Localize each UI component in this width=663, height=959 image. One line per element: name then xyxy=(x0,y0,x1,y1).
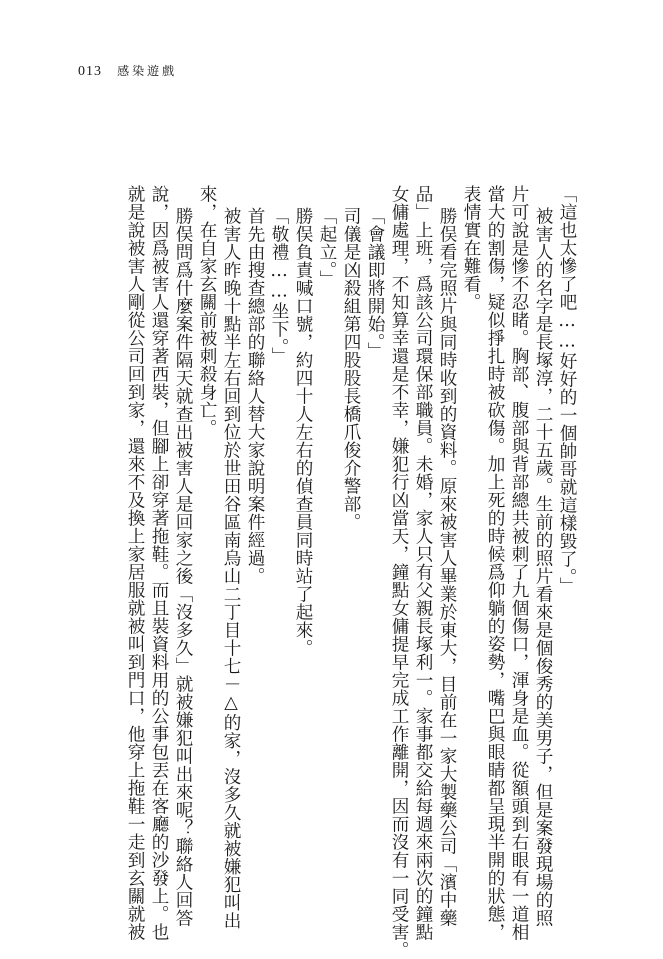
text-column: 女傭處理，不知算幸還是不幸，嫌犯行凶當天，鐘點女傭提早完成工作離開，因而沒有一同受害。 xyxy=(389,185,409,959)
text-column: 就是說被害人剛從公司回到家，還來不及換上家居服就被叫到門口，他穿上拖鞋一走到玄關就被 xyxy=(125,185,145,941)
text-column: 勝俣負責喊口號，約四十人左右的偵查員同時站了起來。 xyxy=(293,207,313,657)
text-column: 勝俣問爲什麼案件隔天就查出被害人是回家之後「沒多久」就被嫌犯叫出來呢？聯絡人回答 xyxy=(173,207,193,927)
text-column: 「這也太慘了吧……好好的一個帥哥就這樣毀了。」 xyxy=(557,185,577,595)
text-column: 片可說是慘不忍睹。胸部、腹部與背部總共被刺了九個傷口，渾身是血。從額頭到右眼有一道相 xyxy=(509,185,529,941)
text-column: 首先由搜查總部的聯絡人替大家說明案件經過。 xyxy=(245,207,265,585)
text-column: 品」上班，爲該公司環保部職員。未婚，家人只有父親長塚利一。家事都交給每週來兩次的鐘點 xyxy=(413,185,433,941)
book-title: 感染遊戲 xyxy=(117,64,178,78)
text-column: 說，因爲被害人還穿著西裝，但腳上卻穿著拖鞋。而且裝資料用的公事包丟在客廳的沙發上。也 xyxy=(149,185,169,941)
text-column: 來，在自家玄關前被刺殺身亡。 xyxy=(197,185,217,437)
text-column: 司儀是凶殺組第四股股長橋爪俊介警部。 xyxy=(341,207,361,531)
text-column: 被害人的名字是長塚淳，二十五歲。生前的照片看來是個俊秀的美男子，但是案發現場的照 xyxy=(533,207,553,927)
text-column: 「起立。」 xyxy=(317,207,337,289)
page-number: 013 xyxy=(78,64,102,79)
text-column: 「會議即將開始。」 xyxy=(365,207,385,361)
text-column: 當大的割傷，疑似掙扎時被砍傷。加上死的時候爲仰躺的姿勢，嘴巴與眼睛都呈現半開的狀態， xyxy=(485,185,505,941)
text-column: 「敬禮……坐下。」 xyxy=(269,207,289,365)
text-column: 被害人昨晚十點半左右回到位於世田谷區南烏山二丁目十七－△的家，沒多久就被嫌犯叫出 xyxy=(221,207,241,930)
text-column: 勝俣看完照片與同時收到的資料。原來被害人畢業於東大，目前在一家大製藥公司「濱中藥 xyxy=(437,207,457,927)
text-column: 表情實在難看。 xyxy=(461,185,481,311)
